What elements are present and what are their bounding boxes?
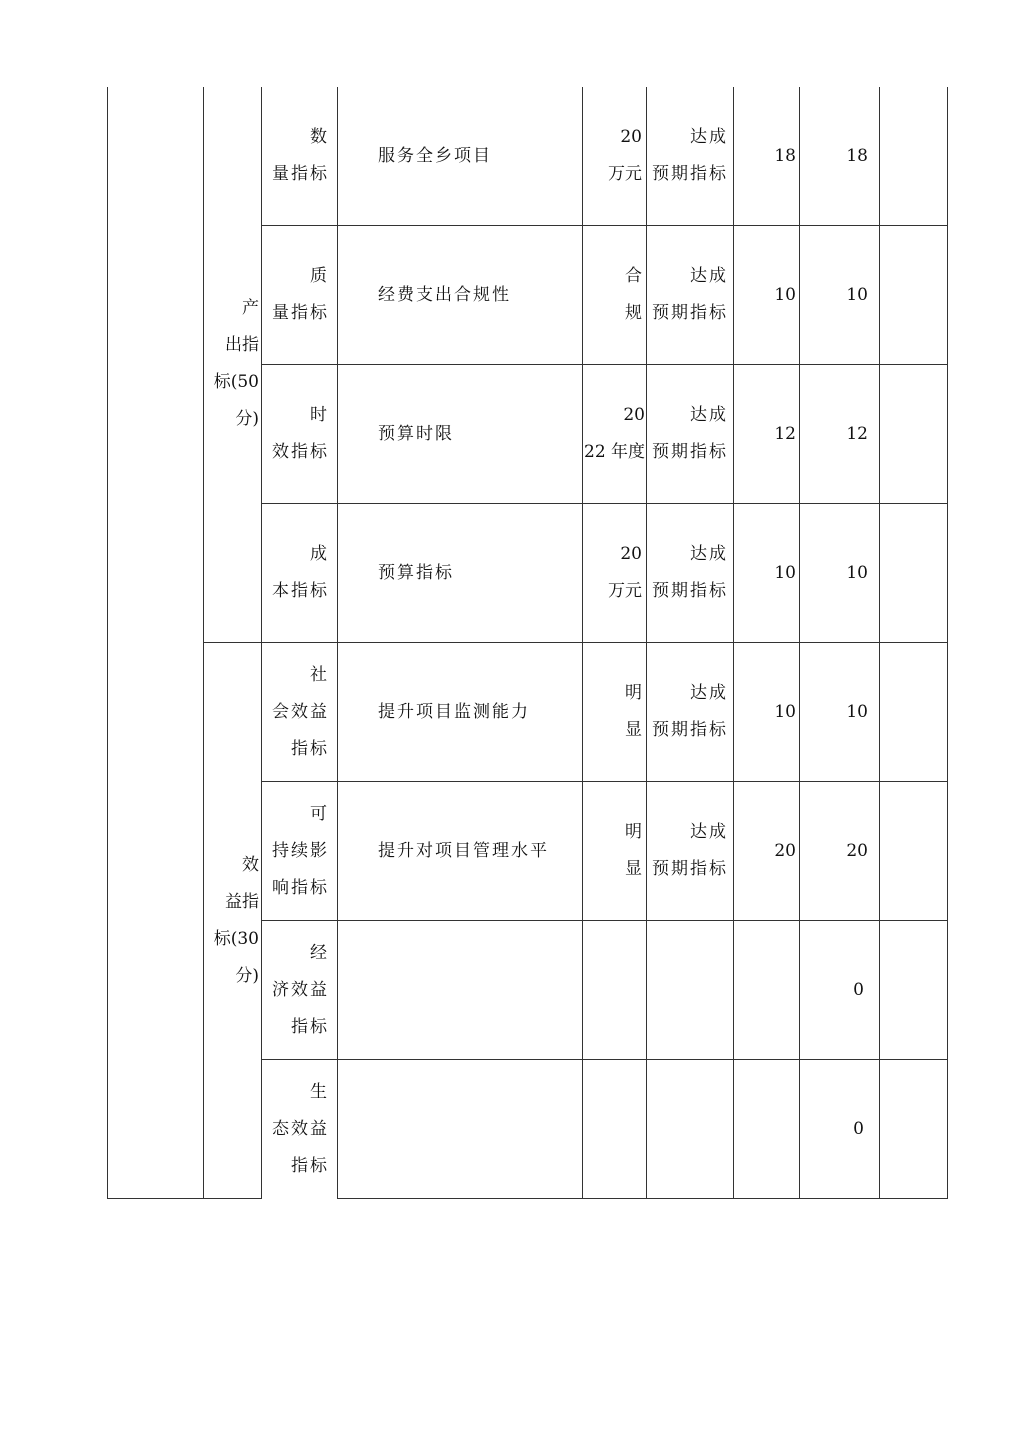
- indicator-score: 10: [846, 563, 868, 583]
- indicator-description: 提升项目监测能力: [378, 702, 530, 722]
- grid-line-v: [337, 87, 338, 1199]
- indicator-value: 20 万元: [608, 127, 642, 184]
- grid-line-h: [107, 1198, 262, 1199]
- grid-line-h: [261, 920, 948, 921]
- indicator-description: 经费支出合规性: [378, 285, 511, 305]
- indicator-description: 预算指标: [378, 563, 454, 583]
- indicator-weight: 10: [774, 285, 796, 305]
- grid-line-h: [261, 225, 948, 226]
- indicator-name: 生 态效益 指标: [272, 1082, 329, 1176]
- grid-line-v: [203, 87, 204, 1199]
- grid-line-h: [203, 642, 948, 643]
- grid-line-v: [799, 87, 800, 1199]
- indicator-description: 提升对项目管理水平: [378, 841, 549, 861]
- indicator-name: 可 持续影 响指标: [272, 804, 329, 898]
- indicator-target: 达成 预期指标: [652, 683, 728, 740]
- grid-line-v: [646, 87, 647, 1199]
- indicator-score: 10: [846, 285, 868, 305]
- grid-line-h: [261, 364, 948, 365]
- indicator-target: 达成 预期指标: [652, 405, 728, 462]
- indicator-name: 成 本指标: [272, 544, 329, 601]
- indicator-weight: 20: [774, 841, 796, 861]
- indicator-score: 20: [846, 841, 868, 861]
- indicator-target: 达成 预期指标: [652, 266, 728, 323]
- indicator-target: 达成 预期指标: [652, 822, 728, 879]
- indicator-score: 12: [846, 424, 868, 444]
- grid-line-h: [261, 1059, 948, 1060]
- indicator-name: 时 效指标: [272, 405, 329, 462]
- indicator-description: 预算时限: [378, 424, 454, 444]
- indicator-name: 社 会效益 指标: [272, 665, 329, 759]
- indicator-score: 0: [853, 1119, 864, 1139]
- indicator-weight: 12: [774, 424, 796, 444]
- indicator-score: 18: [846, 146, 868, 166]
- indicator-target: 达成 预期指标: [652, 544, 728, 601]
- indicator-value: 20 万元: [608, 544, 642, 601]
- grid-line-h: [261, 781, 948, 782]
- indicator-score: 0: [853, 980, 864, 1000]
- grid-line-v: [107, 87, 108, 1199]
- indicator-weight: 18: [774, 146, 796, 166]
- indicator-weight: 10: [774, 563, 796, 583]
- indicator-score: 10: [846, 702, 868, 722]
- grid-line-v: [261, 87, 262, 1199]
- indicator-weight: 10: [774, 702, 796, 722]
- grid-line-v: [947, 87, 948, 1199]
- indicator-value: 20 22 年度: [584, 405, 646, 462]
- grid-line-v: [582, 87, 583, 1199]
- indicator-name: 质 量指标: [272, 266, 329, 323]
- indicator-description: 服务全乡项目: [378, 146, 492, 166]
- grid-line-v: [879, 87, 880, 1199]
- indicator-name: 经 济效益 指标: [272, 943, 329, 1037]
- benefit-category-label: 效 益指 标(30 分): [213, 855, 259, 986]
- indicator-value: 明 显: [625, 822, 642, 879]
- indicator-name: 数 量指标: [272, 127, 329, 184]
- indicator-value: 明 显: [625, 683, 642, 740]
- output-category-label: 产 出指 标(50 分): [213, 298, 259, 429]
- indicator-target: 达成 预期指标: [652, 127, 728, 184]
- grid-line-h: [337, 1198, 948, 1199]
- grid-line-v: [733, 87, 734, 1199]
- indicator-value: 合 规: [625, 266, 642, 323]
- grid-line-h: [261, 503, 948, 504]
